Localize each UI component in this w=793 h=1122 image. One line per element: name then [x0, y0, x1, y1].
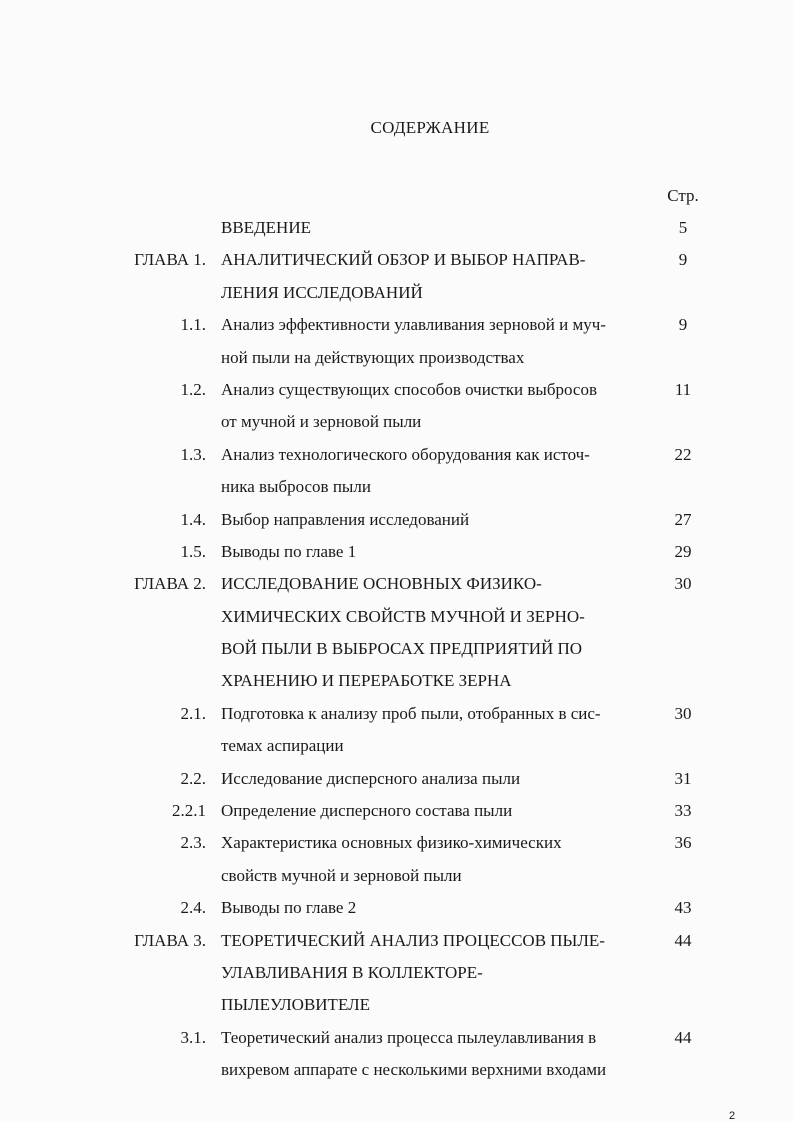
toc-entry-label: 1.2.	[180, 379, 206, 399]
toc-entry-text: Теоретический анализ процесса пылеулавливания в	[221, 1027, 597, 1047]
toc-entry-page: 29	[674, 541, 692, 561]
toc-entry-line	[0, 212, 793, 244]
toc-entry-line	[0, 892, 793, 924]
toc-entry-page: 44	[674, 930, 692, 950]
toc-entry-text: ВОЙ ПЫЛИ В ВЫБРОСАХ ПРЕДПРИЯТИЙ ПО	[221, 639, 583, 659]
toc-entry-line	[0, 827, 793, 859]
toc-entry-page: 11	[674, 379, 692, 399]
toc-entry-label: ГЛАВА 3.	[134, 930, 206, 950]
toc-entry-text: ХРАНЕНИЮ И ПЕРЕРАБОТКЕ ЗЕРНА	[221, 671, 512, 691]
toc-entry-page: 33	[674, 801, 692, 821]
toc-entry-text: Анализ технологического оборудования как источ-	[221, 444, 590, 464]
toc-entry-text: ной пыли на действующих производствах	[221, 347, 525, 367]
toc-entry	[0, 892, 793, 924]
toc-entry	[0, 536, 793, 568]
toc-entry-line	[0, 989, 793, 1021]
toc-entry-page: 30	[674, 703, 692, 723]
toc-entry-page: 27	[674, 509, 692, 529]
toc-entry-text: Подготовка к анализу проб пыли, отобранных в сис-	[221, 703, 601, 723]
toc-entry-text: Характеристика основных физико-химических	[221, 833, 562, 853]
toc-entry-line	[0, 244, 793, 276]
toc-entry	[0, 827, 793, 892]
toc-entry-text: АНАЛИТИЧЕСКИЙ ОБЗОР И ВЫБОР НАПРАВ-	[221, 250, 586, 270]
toc-entry	[0, 925, 793, 1022]
toc-entry-line	[0, 439, 793, 471]
toc-entry-text: ВВЕДЕНИЕ	[221, 218, 311, 237]
toc-entry-line	[0, 925, 793, 957]
toc-entry-label: ГЛАВА 2.	[134, 574, 206, 594]
toc-entry-text: от мучной и зерновой пыли	[221, 412, 422, 432]
toc-entry-text: УЛАВЛИВАНИЯ В КОЛЛЕКТОРЕ-	[221, 962, 483, 982]
toc-entry-line	[0, 795, 793, 827]
toc-entry	[0, 568, 793, 698]
toc-entry	[0, 698, 793, 763]
toc-entry-page: 9	[678, 315, 688, 335]
toc-entry	[0, 1022, 793, 1087]
toc-entry-line	[0, 730, 793, 762]
toc-entry-line	[0, 536, 793, 568]
toc-entry	[0, 212, 793, 244]
toc-entry-page: 31	[674, 768, 692, 788]
toc-entry-line	[0, 1022, 793, 1054]
toc-entry-text: темах аспирации	[221, 736, 344, 756]
toc-entry-text: свойств мучной и зерновой пыли	[221, 865, 462, 885]
toc-entry-label: 1.4.	[180, 509, 206, 529]
toc-entry-text: ТЕОРЕТИЧЕСКИЙ АНАЛИЗ ПРОЦЕССОВ ПЫЛЕ-	[221, 930, 605, 950]
footer-page-number: 2	[729, 1110, 736, 1122]
toc-entry-line	[0, 471, 793, 503]
toc-entry	[0, 795, 793, 827]
toc-entry-line	[0, 860, 793, 892]
toc-entry-label: ГЛАВА 1.	[134, 250, 206, 270]
toc-entry-line	[0, 309, 793, 341]
toc-entry-text: ЛЕНИЯ ИССЛЕДОВАНИЙ	[221, 282, 423, 302]
toc-entry-label: 3.1.	[180, 1027, 206, 1047]
toc-entry-page: 36	[674, 833, 692, 853]
toc-entry-label: 2.1.	[180, 703, 206, 723]
toc-entry	[0, 374, 793, 439]
toc-entry-text: ХИМИЧЕСКИХ СВОЙСТВ МУЧНОЙ И ЗЕРНО-	[221, 606, 585, 626]
toc-entry-text: ника выбросов пыли	[221, 477, 371, 497]
toc-entry-line	[0, 504, 793, 536]
toc-entry-text: Исследование дисперсного анализа пыли	[221, 768, 521, 788]
toc-entry-text: Анализ эффективности улавливания зерновой и муч-	[221, 315, 606, 335]
toc-entry-line	[0, 1054, 793, 1086]
toc-entry-label: 1.1.	[180, 315, 206, 335]
toc-entry-label: 2.3.	[180, 833, 206, 853]
toc-entry-text: ИССЛЕДОВАНИЕ ОСНОВНЫХ ФИЗИКО-	[221, 574, 542, 594]
toc-entry-text: Определение дисперсного состава пыли	[221, 801, 513, 821]
toc-entry-text: Выводы по главе 1	[221, 541, 357, 561]
toc-entry-line	[0, 665, 793, 697]
toc-entry-page: 43	[674, 898, 692, 918]
toc-entry-line	[0, 698, 793, 730]
toc-entry-line	[0, 633, 793, 665]
toc-entry-line	[0, 374, 793, 406]
toc-entry-line	[0, 763, 793, 795]
toc-entry-label: 2.4.	[180, 898, 206, 918]
toc-entry-page: 30	[674, 574, 692, 594]
page-title: СОДЕРЖАНИЕ	[370, 118, 490, 137]
toc-entry-page: 9	[678, 250, 688, 270]
toc-entry-page: 5	[678, 218, 688, 237]
toc-entry-line	[0, 957, 793, 989]
toc-entry	[0, 309, 793, 374]
toc-entry-line	[0, 277, 793, 309]
table-of-contents	[0, 212, 793, 1087]
toc-entry	[0, 763, 793, 795]
toc-entry-text: Выбор направления исследований	[221, 509, 470, 529]
toc-entry-line	[0, 342, 793, 374]
toc-entry	[0, 504, 793, 536]
toc-entry-text: вихревом аппарате с несколькими верхними входами	[221, 1060, 607, 1080]
toc-entry-label: 1.5.	[180, 541, 206, 561]
toc-entry-label: 1.3.	[180, 444, 206, 464]
toc-entry	[0, 439, 793, 504]
toc-entry-page: 44	[674, 1027, 692, 1047]
toc-entry-text: Выводы по главе 2	[221, 898, 357, 918]
toc-entry-label: 2.2.	[180, 768, 206, 788]
toc-entry-line	[0, 406, 793, 438]
toc-entry-text: ПЫЛЕУЛОВИТЕЛЕ	[221, 995, 371, 1015]
toc-entry-line	[0, 601, 793, 633]
toc-entry-line	[0, 568, 793, 600]
toc-entry-text: Анализ существующих способов очистки выбросов	[221, 379, 597, 399]
page-column-header: Стр.	[667, 186, 699, 205]
toc-entry-page: 22	[674, 444, 692, 464]
toc-entry-label: 2.2.1	[172, 801, 206, 821]
toc-entry	[0, 244, 793, 309]
